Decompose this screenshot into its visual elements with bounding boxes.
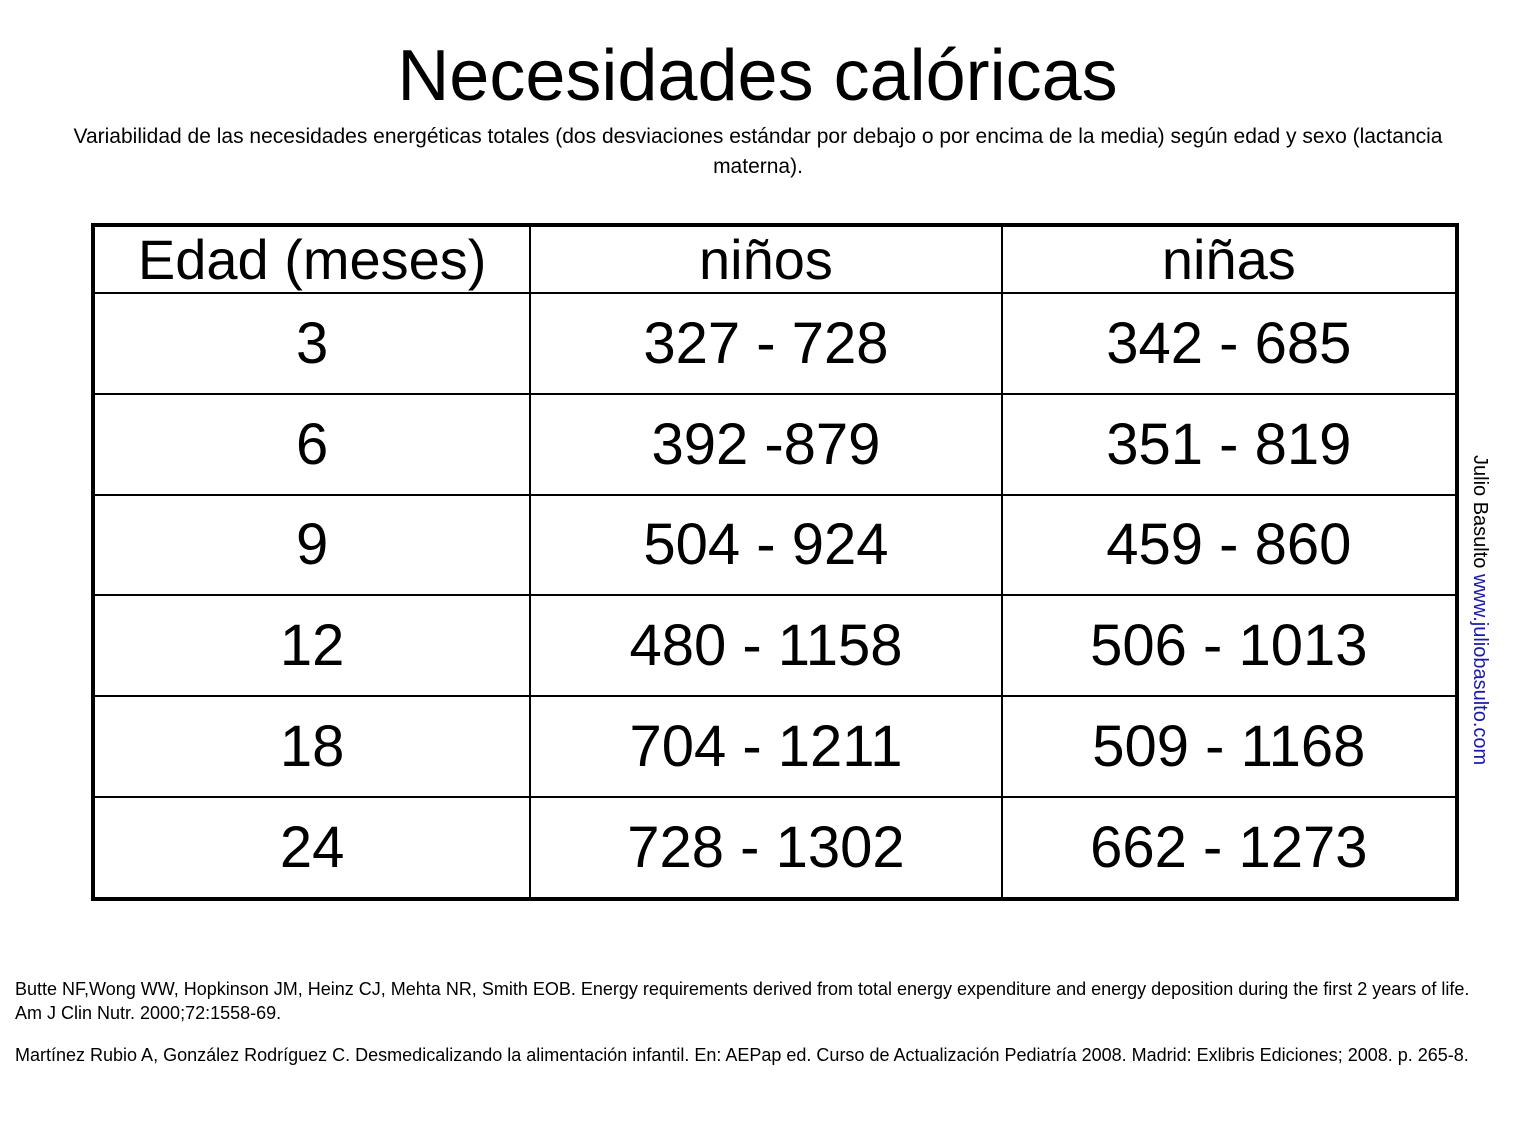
calorie-table-container (91, 223, 1459, 901)
calorie-table (91, 223, 1459, 901)
header-ninas: niñas (1002, 225, 1457, 293)
cell-edad: 12 (93, 595, 530, 696)
page-title: Necesidades calóricas (397, 36, 1118, 116)
table-row (93, 495, 1457, 596)
cell-ninos: 327 - 728 (530, 293, 1001, 394)
cell-ninas: 662 - 1273 (1002, 797, 1457, 899)
page-subtitle: Variabilidad de las necesidades energéticas totales (dos desviaciones estándar por debajo o por encima de la media) según edad y sexo (lactancia materna). (73, 125, 1443, 178)
cell-ninas: 509 - 1168 (1002, 696, 1457, 797)
header-ninos: niños (530, 225, 1001, 293)
table-header-row (93, 225, 1457, 293)
cell-ninos: 480 - 1158 (530, 595, 1001, 696)
header-edad: Edad (meses) (93, 225, 530, 293)
table-row (93, 797, 1457, 899)
table-row (93, 293, 1457, 394)
cell-ninas: 459 - 860 (1002, 495, 1457, 596)
cell-ninas: 351 - 819 (1002, 394, 1457, 495)
reference-2: Martínez Rubio A, González Rodríguez C. Desmedicalizando la alimentación infantil. En: AEPap ed. Curso de Actualización Pediatría 2008. Madrid: Exlibris Ediciones; 2008. p. 265-8. (15, 1045, 1469, 1065)
cell-edad: 9 (93, 495, 530, 596)
table-row (93, 595, 1457, 696)
reference-1: Butte NF,Wong WW, Hopkinson JM, Heinz CJ, Mehta NR, Smith EOB. Energy requirements derived from total energy expenditure and energy deposition during the first 2 years of life. Am J Clin Nutr. 2000;72:1558-69. (15, 979, 1470, 1023)
cell-ninos: 392 -879 (530, 394, 1001, 495)
cell-edad: 3 (93, 293, 530, 394)
cell-ninos: 704 - 1211 (530, 696, 1001, 797)
cell-ninas: 342 - 685 (1002, 293, 1457, 394)
vertical-credit (1468, 455, 1492, 765)
credit-website-link[interactable]: www.juliobasulto.com (1469, 573, 1491, 766)
cell-ninas: 506 - 1013 (1002, 595, 1457, 696)
cell-edad: 6 (93, 394, 530, 495)
table-row (93, 696, 1457, 797)
cell-edad: 18 (93, 696, 530, 797)
cell-ninos: 504 - 924 (530, 495, 1001, 596)
credit-author: Julio Basulto (1469, 455, 1491, 569)
cell-edad: 24 (93, 797, 530, 899)
cell-ninos: 728 - 1302 (530, 797, 1001, 899)
table-row (93, 394, 1457, 495)
